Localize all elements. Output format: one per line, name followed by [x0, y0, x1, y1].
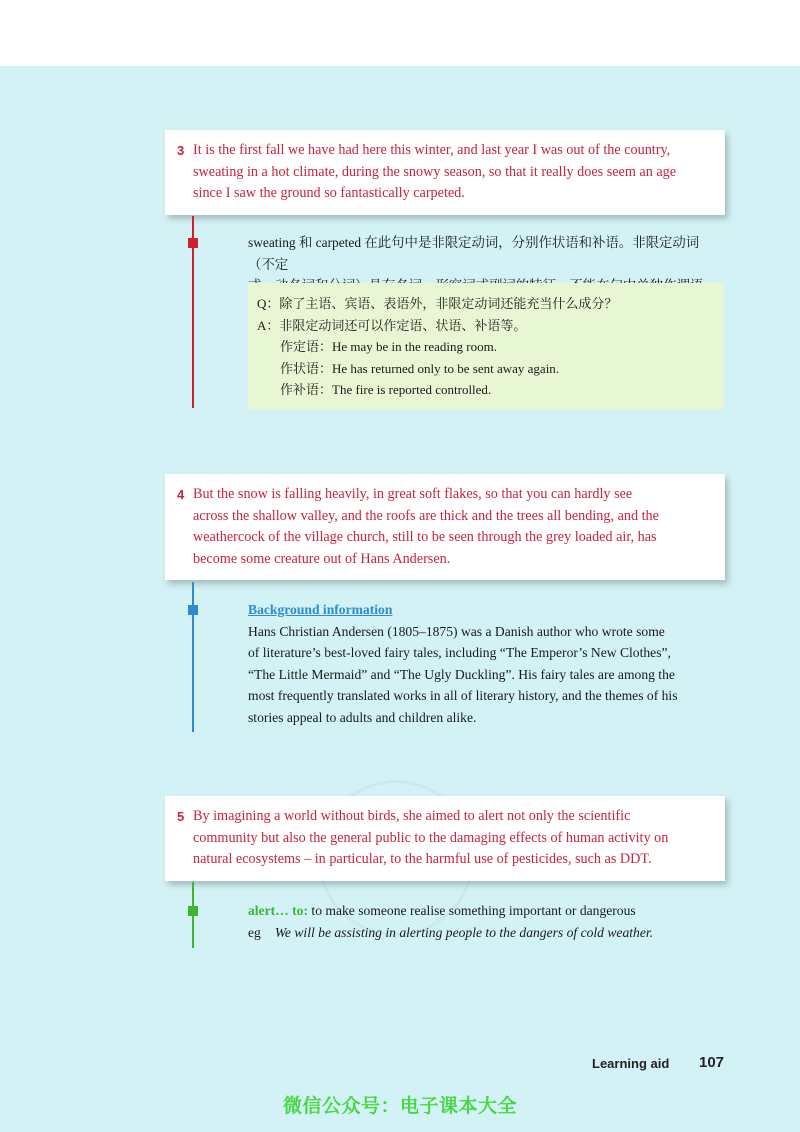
quote-line: community but also the general public to the damaging effects of human activity on [193, 829, 669, 846]
quote-box-3 [165, 130, 725, 215]
qa-question: Q：除了主语、宾语、表语外，非限定动词还能充当什么成分？ [257, 296, 618, 311]
square-marker-icon [188, 605, 198, 615]
note-line: of literature’s best-loved fairy tales, including “The Emperor’s New Clothes”, [248, 645, 671, 660]
quote-line: It is the first fall we have had here this winter, and last year I was out of the country, [193, 142, 671, 158]
quote-line: natural ecosystems – in particular, to the harmful use of pesticides, such as DDT. [193, 851, 652, 867]
note-line: sweating 和 carpeted 在此句中是非限定动词，分别作状语和补语。非限定动词（不定 [248, 235, 700, 272]
vocabulary-definition: to make someone realise something important or dangerous [308, 903, 636, 918]
quote-line: sweating in a hot climate, during the snowy season, so that it really does seem an age [193, 163, 677, 180]
example-label: eg [248, 924, 261, 940]
qa-example: 作定语：He may be in the reading room. [280, 339, 497, 354]
footer-label: Learning aid [592, 1056, 670, 1071]
quote-line: But the snow is falling heavily, in great soft flakes, so that you can hardly see [193, 486, 633, 502]
quote-line: By imagining a world without birds, she aimed to alert not only the scientific [193, 808, 631, 824]
quote-box-5 [165, 796, 725, 881]
vocabulary-note [248, 900, 724, 943]
note-line: stories appeal to adults and children alike. [248, 709, 477, 725]
quote-line: become some creature out of Hans Andersen. [193, 550, 451, 567]
note-line: “The Little Mermaid” and “The Ugly Duckling”. His fairy tales are among the [248, 666, 675, 682]
qa-example: 作补语：The fire is reported controlled. [280, 382, 492, 397]
square-marker-icon [188, 238, 198, 248]
qa-answer: A：非限定动词还可以作定语、状语、补语等。 [257, 317, 527, 333]
background-note [248, 599, 724, 728]
example-sentence: We will be assisting in alerting people to the dangers of cold weather. [274, 924, 654, 940]
top-margin [0, 0, 800, 66]
section-number: 5 [177, 809, 185, 824]
quote-line: across the shallow valley, and the roofs are thick and the trees all bending, and the [193, 507, 659, 524]
quote-line: weathercock of the village church, still to be seen through the grey loaded air, has [193, 529, 657, 545]
note-line: most frequently translated works in all of literary history, and the themes of his [248, 688, 678, 703]
quote-line: since I saw the ground so fantastically carpeted. [193, 185, 465, 201]
qa-box [248, 283, 724, 409]
example-line [248, 922, 724, 944]
section-number: 3 [177, 143, 185, 158]
qa-example: 作状语：He has returned only to be sent away again. [280, 360, 560, 376]
background-heading: Background information [248, 602, 393, 617]
watermark-text: 微信公众号：电子课本大全 [282, 1095, 517, 1117]
definition-line [248, 900, 724, 922]
note-line: Hans Christian Andersen (1805–1875) was a Danish author who wrote some [248, 623, 665, 639]
quote-box-4 [165, 474, 725, 580]
vocabulary-term: alert… to: [248, 903, 309, 918]
square-marker-icon [188, 906, 198, 916]
section-number: 4 [177, 487, 185, 502]
page-number: 107 [699, 1054, 725, 1071]
